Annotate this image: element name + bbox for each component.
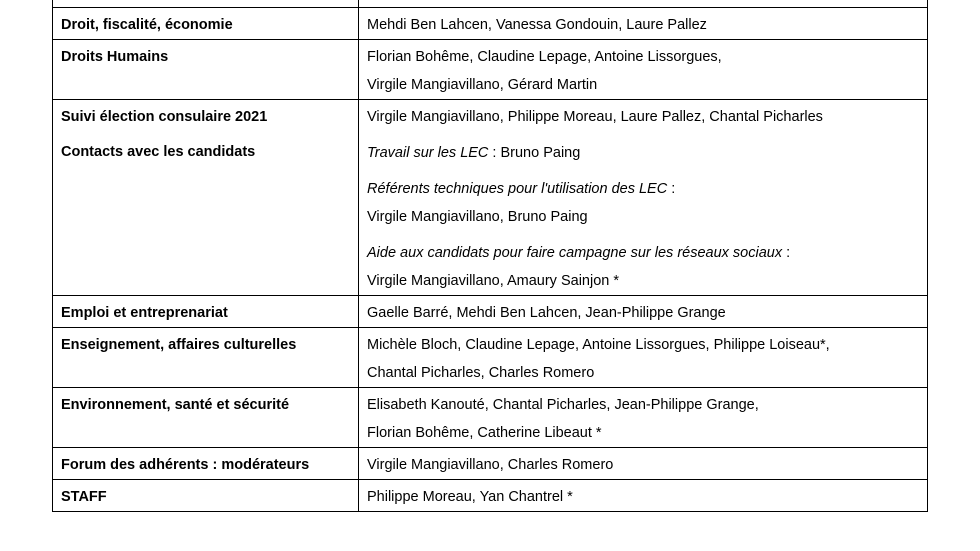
- members-line: Florian Bohême, Catherine Libeaut *: [367, 425, 602, 441]
- topic-cell: [53, 296, 359, 328]
- table-row: [53, 448, 928, 480]
- members-line: [367, 239, 919, 267]
- table-row: [53, 296, 928, 328]
- members-cell: [359, 480, 928, 512]
- topic-cell: [53, 40, 359, 100]
- members-cell: [359, 40, 928, 100]
- members-cell: [359, 8, 928, 40]
- topic-label: Enseignement, affaires culturelles: [61, 337, 297, 353]
- members-cell: [359, 388, 928, 448]
- role-label: Référents techniques pour l'utilisation des LEC: [367, 181, 668, 197]
- members-line: Mehdi Ben Lahcen, Vanessa Gondouin, Laure Pallez: [367, 17, 707, 33]
- role-members: : Bruno Paing: [488, 145, 581, 161]
- members-line: Chantal Picharles, Charles Romero: [367, 365, 595, 381]
- committee-table: [52, 0, 928, 512]
- members-line: Gaelle Barré, Mehdi Ben Lahcen, Jean-Philippe Grange: [367, 305, 726, 321]
- members-cell: [359, 0, 928, 8]
- members-line: Philippe Moreau, Yan Chantrel *: [367, 489, 573, 505]
- members-cell: [359, 448, 928, 480]
- members-line: Virgile Mangiavillano, Philippe Moreau, Laure Pallez, Chantal Picharles: [367, 109, 823, 125]
- topic-cell: [53, 448, 359, 480]
- topic-cell: [53, 480, 359, 512]
- topic-label: Environnement, santé et sécurité: [61, 397, 290, 413]
- table-row: [53, 328, 928, 388]
- role-label: Aide aux candidats pour faire campagne sur les réseaux sociaux: [367, 245, 783, 261]
- role-members: :: [667, 181, 676, 197]
- topic-label: Droits Humains: [61, 49, 169, 65]
- table-row: [53, 40, 928, 100]
- topic-cell: [53, 0, 359, 8]
- topic-label: Emploi et entreprenariat: [61, 305, 228, 321]
- table-row: [53, 100, 928, 296]
- table-row: [53, 388, 928, 448]
- topic-label: Forum des adhérents : modérateurs: [61, 457, 310, 473]
- members-line: [367, 139, 919, 167]
- members-line: Virgile Mangiavillano, Bruno Paing: [367, 209, 588, 225]
- table-row-top-partial: [53, 0, 928, 8]
- topic-label: Suivi élection consulaire 2021: [61, 109, 268, 125]
- topic-cell: [53, 388, 359, 448]
- table-row: [53, 480, 928, 512]
- members-line: Elisabeth Kanouté, Chantal Picharles, Jean-Philippe Grange,: [367, 397, 759, 413]
- members-line: Virgile Mangiavillano, Gérard Martin: [367, 77, 598, 93]
- members-line: Virgile Mangiavillano, Amaury Sainjon *: [367, 273, 620, 289]
- topic-cell: [53, 328, 359, 388]
- topic-cell: [53, 100, 359, 296]
- members-cell: [359, 296, 928, 328]
- members-line: Virgile Mangiavillano, Charles Romero: [367, 457, 614, 473]
- table-row: [53, 8, 928, 40]
- members-cell: [359, 100, 928, 296]
- members-line: Michèle Bloch, Claudine Lepage, Antoine Lissorgues, Philippe Loiseau*,: [367, 337, 830, 353]
- role-label: Travail sur les LEC: [367, 145, 489, 161]
- members-line: [367, 175, 919, 203]
- members-line: Florian Bohême, Claudine Lepage, Antoine Lissorgues,: [367, 49, 722, 65]
- topic-cell: [53, 8, 359, 40]
- members-cell: [359, 328, 928, 388]
- role-members: :: [782, 245, 791, 261]
- topic-label: Contacts avec les candidats: [61, 144, 256, 160]
- topic-label: STAFF: [61, 489, 107, 505]
- topic-label: Droit, fiscalité, économie: [61, 17, 233, 33]
